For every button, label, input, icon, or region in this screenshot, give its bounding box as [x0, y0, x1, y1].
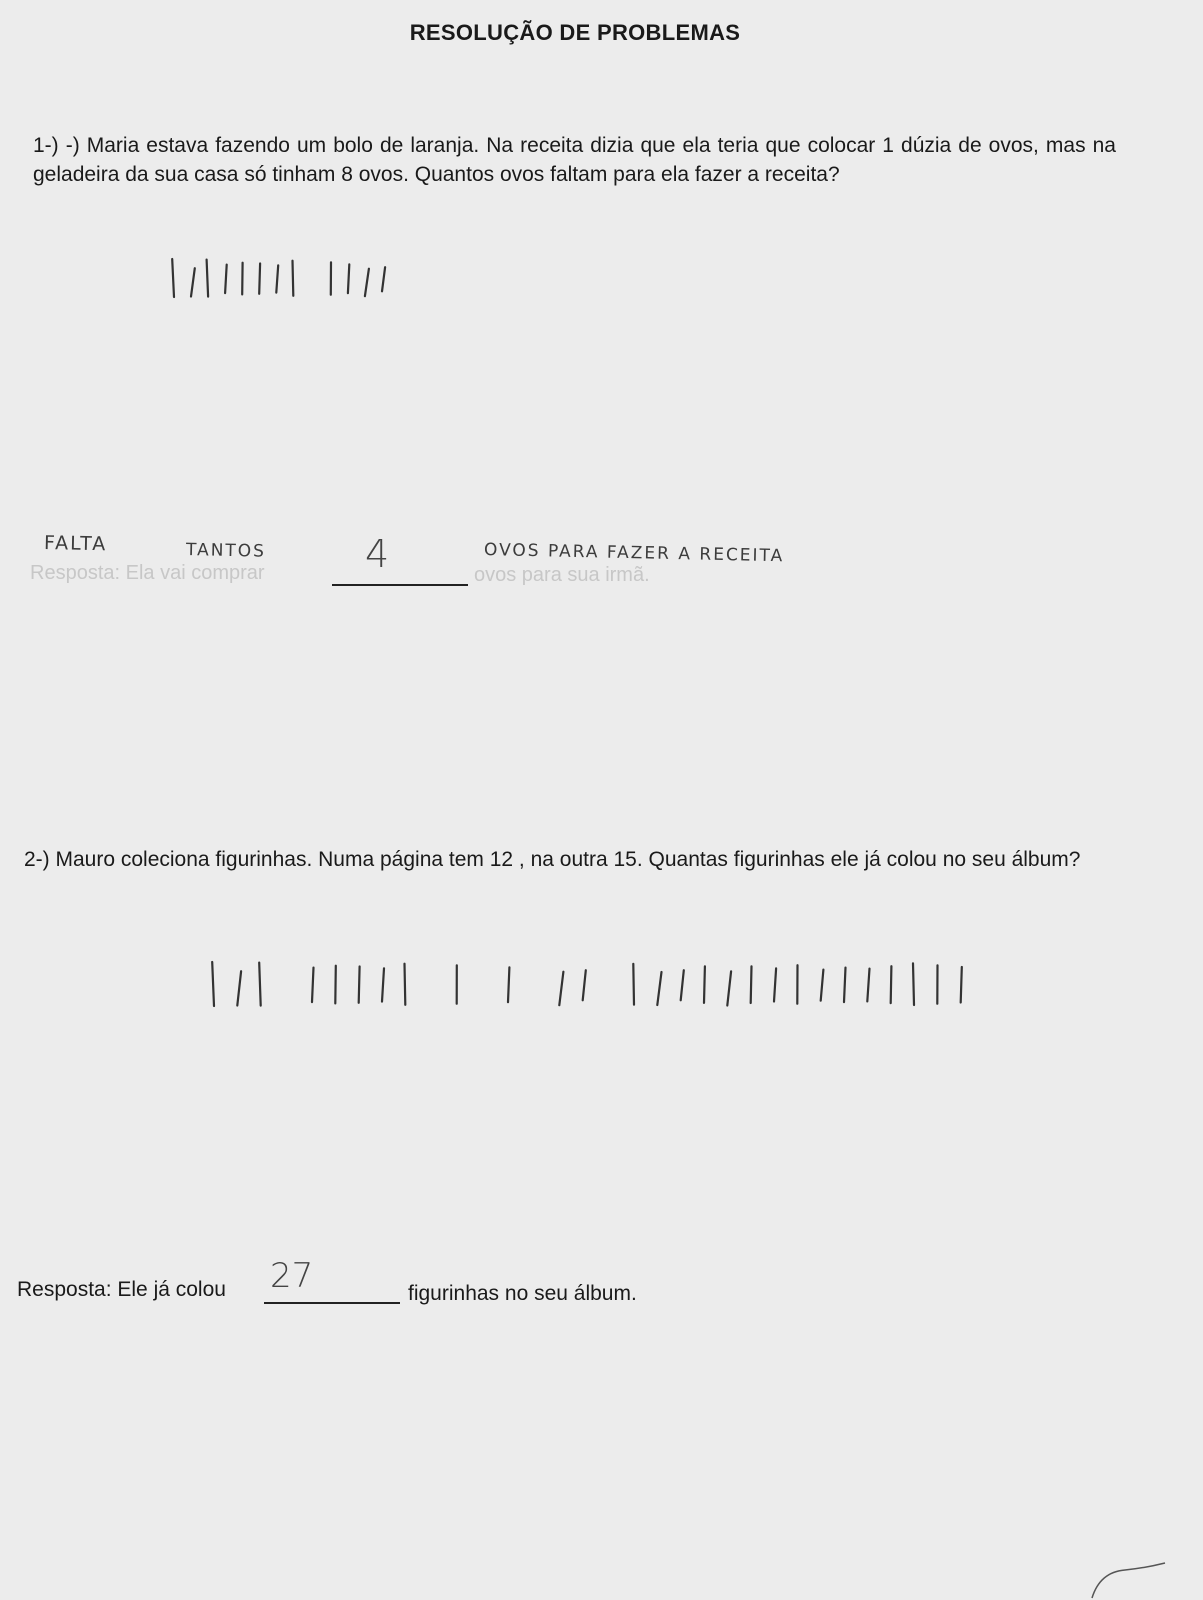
tally-mark [237, 971, 241, 1005]
tally-mark [365, 269, 369, 297]
tally-mark [961, 967, 962, 1003]
handwritten-answer-phrase: OVOS PARA FAZER A RECEITA [483, 540, 785, 567]
tally-mark [259, 264, 260, 294]
tally-mark [382, 267, 385, 291]
tally-mark [508, 967, 509, 1002]
tally-mark [276, 265, 278, 292]
tally-mark [335, 966, 336, 1004]
faded-answer-suffix: ovos para sua irmã. [474, 564, 650, 586]
tally-mark [821, 970, 824, 1001]
tally-mark [207, 260, 209, 297]
tally-mark [867, 969, 869, 1002]
tally-mark [191, 268, 195, 296]
tally-mark [212, 962, 214, 1006]
tally-mark [405, 964, 406, 1005]
tally-mark [891, 966, 892, 1003]
tally-mark [657, 972, 661, 1005]
tally-mark [312, 968, 314, 1003]
tally-mark [259, 963, 261, 1006]
page-title: RESOLUÇÃO DE PROBLEMAS [409, 20, 741, 45]
question-1-text: 1-) -) Maria estava fazendo um bolo de laranja. Na receita dizia que ela teria que colocar 1 dúzia de ovos, mas na geladeira da sua casa só tinham 8 ovos. Quantos ovos faltam para ela fazer a receita? [33, 134, 1116, 186]
tally-mark [727, 971, 731, 1005]
tally-mark [559, 972, 563, 1006]
tally-mark [751, 966, 752, 1003]
handwritten-falta: FALTA [43, 532, 108, 556]
handwritten-tantos: TANTOS [185, 540, 267, 562]
handwritten-answer-question-1: 4 [365, 532, 390, 576]
answer-suffix-question-2: figurinhas no seu álbum. [408, 1282, 637, 1305]
handwritten-answer-question-2: 27 [270, 1256, 314, 1296]
tally-mark [681, 970, 684, 1000]
tally-mark [913, 963, 914, 1005]
tally-mark [172, 259, 174, 297]
tally-mark [348, 264, 349, 293]
question-2-text: 2-) Mauro coleciona figurinhas. Numa página tem 12 , na outra 15. Quantas figurinhas ele já colou no seu álbum? [24, 848, 1081, 871]
answer-line-question-2 [264, 1302, 400, 1304]
answer-line-question-1 [332, 584, 468, 586]
tally-mark [844, 968, 846, 1003]
tally-mark [774, 968, 776, 1001]
tally-mark [704, 966, 705, 1003]
tally-mark [583, 970, 586, 1000]
tally-marks-question-1 [170, 255, 410, 305]
tally-mark [633, 964, 634, 1005]
tally-mark [293, 261, 294, 296]
tally-marks-question-2 [210, 958, 1000, 1018]
answer-prefix-question-2: Resposta: Ele já colou [17, 1278, 226, 1301]
tally-mark [382, 968, 384, 1001]
faded-answer-prefix: Resposta: Ela vai comprar [30, 562, 265, 584]
tally-mark [225, 265, 227, 294]
stray-pen-mark [1090, 1560, 1170, 1600]
tally-mark [359, 967, 360, 1003]
